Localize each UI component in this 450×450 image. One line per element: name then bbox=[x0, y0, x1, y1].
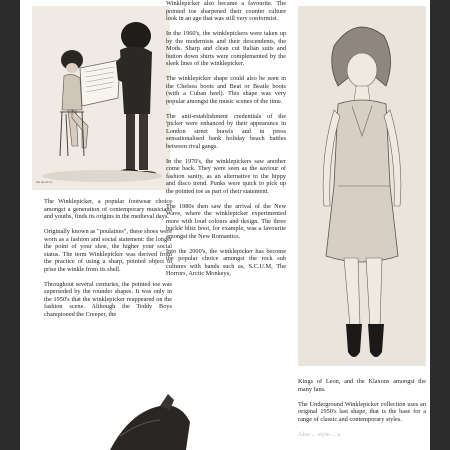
middle-text-column bbox=[166, 0, 286, 285]
paragraph: The 1980s then saw the arrival of the New Wave, where the winklepicker experimented more with loud colours and design. The three buckle blitz boot, for example, was a favourite amongst the New Romantics. bbox=[166, 202, 286, 240]
paragraph: Winklepicker also became a favourite. The pointed toe sharpened their counter culture look in an age that was still very conformist. bbox=[166, 0, 286, 22]
couple-sketch-drawing bbox=[32, 6, 170, 190]
seated-woman-illustration bbox=[298, 6, 426, 366]
paragraph: Kings of Leon, and the Klaxons amongst the many fans. bbox=[298, 378, 426, 393]
illustration-signature: Ink sketch 14 bbox=[36, 180, 53, 184]
right-text-column bbox=[298, 378, 426, 446]
paragraph: In the 1970's, the winklepickers saw another come back. They were seen as the saviour of fashion sanity, as an alternative to the hippy and disco trend. Punks were quick to pick up the pointed toe as part of their statement. bbox=[166, 157, 286, 195]
left-text-column bbox=[44, 198, 172, 326]
paragraph: Originally known as "poulaines", these shoes were worn as a fashion and social statement: the longer the point of your shoe, the higher your social status. The term Winklepicker was derived from the practice of using a sharp, pointed object to prise the winkle from its shell. bbox=[44, 228, 172, 273]
paragraph: The Winklepicker, a popular footwear choice amongst a generation of contemporary musicians and youths, finds its origins in the medieval days. bbox=[44, 198, 172, 220]
paragraph: Also ... style ... s bbox=[298, 430, 340, 438]
couple-newspaper-illustration bbox=[32, 6, 170, 190]
paragraph: In the 1960's, the winklepickers were taken up by the modernists and their descendents, the Mods. Sharp and clean cut Italian suits and button down shirts were complemented by the sleek lines of the winklepicker. bbox=[166, 30, 286, 67]
paragraph: Throughout several centuries, the pointed toe was superseded by the rounder shapes. It was only in the 1950's that the winklepicker reappeared on the fashion scene. Although the Teddy Boys championed the Creeper, the bbox=[44, 280, 172, 318]
article-page bbox=[20, 0, 430, 450]
shoe-sketch-illustration bbox=[90, 392, 210, 450]
paragraph: The anti-establishment credentials of the 'picker were enhanced by their appearance in London street brawls and in press sensationalised bank holiday beach battles between rival gangs. bbox=[166, 112, 286, 150]
shoe-sketch-drawing bbox=[90, 392, 210, 450]
paragraph: The Underground Winklepicker collection uses an original 1950's last shape, that is the base for a range of classic and contemporary styles. bbox=[298, 400, 426, 423]
paragraph: The winklepicker shape could also be seen in the Chelsea boots and Beat or Beatle boots (with a Cuban heel). This shape was very popular amongst the music scenes of the time. bbox=[166, 75, 286, 105]
paragraph: Into the 2000's, the winklepicker has become the popular choice amongst the rock sub cultures with bands such as, S.C.U.M, The Horrors, Arctic Monkeys, bbox=[166, 247, 286, 277]
woman-sketch-drawing bbox=[298, 6, 426, 366]
